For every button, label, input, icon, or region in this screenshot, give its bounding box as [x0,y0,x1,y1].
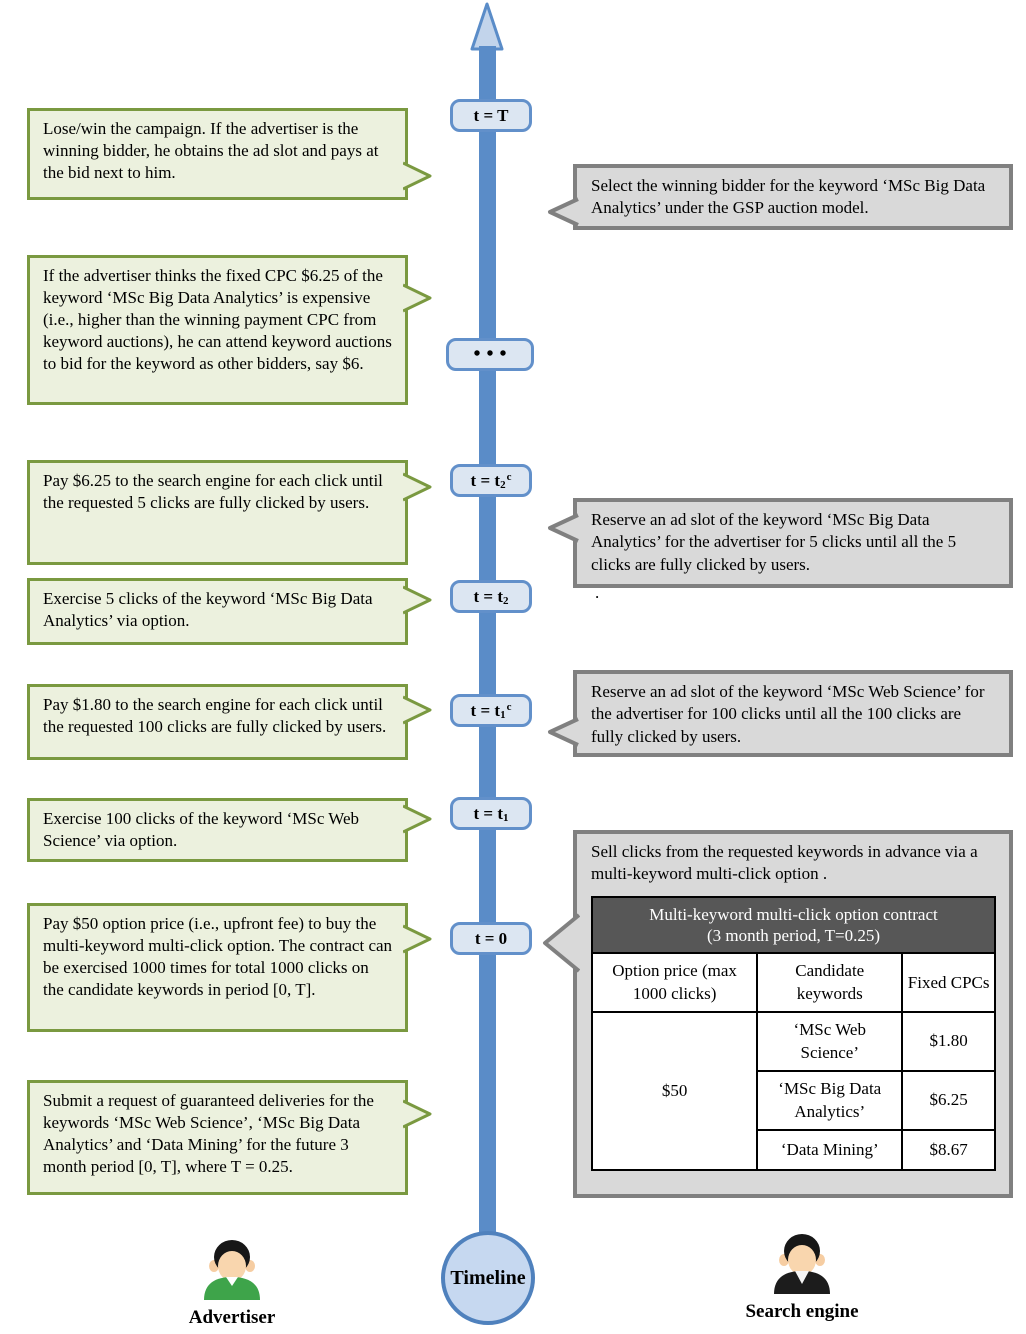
table-row [592,1012,995,1071]
cpc-cell: $6.25 [902,1071,995,1130]
timeline-node-t2: t = t 2 [450,580,532,613]
keyword-cell: ‘MSc Big Data Analytics’ [757,1071,902,1130]
callout-tail-right-icon [403,924,433,954]
search-engine-person-icon [771,1230,833,1294]
contract-table [591,896,996,1172]
contract-table-title [592,897,995,954]
callout-text: If the advertiser thinks the fixed CPC $6.25 of the keyword ‘MSc Big Data Analytics’ is expensive (i.e., higher than the winning payment CPC from keyword auctions), he can attend keyword auctions to bid for the keyword as other bidders, say $6. [43,266,392,374]
timeline-node-ellipsis [446,338,534,371]
timeline-arrowhead [461,2,514,52]
advertiser-person-icon [201,1236,263,1300]
callout-text: Exercise 5 clicks of the keyword ‘MSc Big Data Analytics’ via option. [43,589,373,631]
callout-text: Pay $1.80 to the search engine for each click until the requested 100 clicks are fully clicked by users. [43,695,387,737]
callout-tail-right-icon [403,472,433,502]
callout-text: Select the winning bidder for the keyword ‘MSc Big Data Analytics’ under the GSP auction model. [591,176,986,218]
timeline-circle-label: Timeline [450,1266,526,1289]
callout-text: Reserve an ad slot of the keyword ‘MSc Big Data Analytics’ for the advertiser for 5 clicks until all the 5 clicks are fully clicked by users. [591,510,957,574]
timeline-node-t1: t = t 1 [450,797,532,830]
contract-table-header-row [592,953,995,1012]
contract-table-title-line1: Multi-keyword multi-click option contract [649,904,938,924]
callout-text: Lose/win the campaign. If the advertiser is the winning bidder, he obtains the ad slot and pays at the bid next to him. [43,119,379,183]
callout-tail-left-icon [540,912,580,974]
search-engine-label: Search engine [745,1301,859,1322]
advertiser-callout-pay-625 [27,460,408,565]
callout-text: Exercise 100 clicks of the keyword ‘MSc Web Science’ via option. [43,809,360,851]
node-label: t = t [473,803,503,823]
callout-tail-left-icon [547,716,579,748]
column-header-candidate-keywords: Candidate keywords [757,953,902,1012]
search-engine-callout-reserve-100-clicks [573,670,1013,757]
timeline-circle [441,1231,535,1325]
callout-tail-right-icon [403,695,433,725]
keyword-cell: ‘Data Mining’ [757,1130,902,1170]
callout-text: Pay $6.25 to the search engine for each click until the requested 5 clicks are fully clicked by users. [43,471,383,513]
timeline-node-t2c: t = t 2 c [450,464,532,497]
advertiser-callout-lose-win [27,108,408,200]
search-engine-actor [740,1230,864,1323]
advertiser-callout-submit-request [27,1080,408,1195]
contract-table-title-row [592,897,995,954]
timeline-axis [479,46,496,1238]
cpc-cell: $1.80 [902,1012,995,1071]
advertiser-callout-pay-180 [27,684,408,760]
callout-tail-right-icon [403,804,433,834]
timeline-node-t1c: t = t 1 c [450,694,532,727]
advertiser-callout-pay-50-option [27,903,408,1032]
node-label: t = t [470,470,501,490]
search-engine-callout-reserve-5-clicks [573,498,1013,588]
timeline-node-t-T [450,99,532,132]
ellipsis-icon: ••• [473,343,513,365]
callout-text: Reserve an ad slot of the keyword ‘MSc Web Science’ for the advertiser for 100 clicks until all the 100 clicks are fully clicked by users. [591,682,985,746]
callout-tail-right-icon [403,161,433,191]
callout-tail-right-icon [403,1099,433,1129]
node-label: t = T [473,105,509,125]
option-price-cell: $50 [592,1012,757,1170]
keyword-cell: ‘MSc Web Science’ [757,1012,902,1071]
callout-tail-right-icon [403,585,433,615]
advertiser-callout-attend-auctions [27,255,408,405]
callout-text: Sell clicks from the requested keywords in advance via a multi-keyword multi-click option . [591,842,978,884]
node-label: t = t [473,586,503,606]
search-engine-callout-sell-clicks [573,830,1013,1198]
advertiser-callout-exercise-100-clicks [27,798,408,862]
advertiser-callout-exercise-5-clicks [27,578,408,645]
contract-table-title-line2: (3 month period, T=0.25) [706,926,881,946]
callout-text: Submit a request of guaranteed deliveries for the keywords ‘MSc Web Science’, ‘MSc Big Data Analytics’ and ‘Data Mining’ for the future 3 month period [0, T], where T = 0.25. [43,1091,374,1177]
advertiser-label: Advertiser [188,1307,276,1328]
timeline-node-t0 [450,922,532,955]
callout-tail-left-icon [547,196,579,228]
cpc-cell: $8.67 [902,1130,995,1170]
callout-tail-left-icon [547,512,579,544]
node-label: t = t [470,700,501,720]
callout-tail-right-icon [403,283,433,313]
column-header-option-price: Option price (max 1000 clicks) [592,953,757,1012]
search-engine-callout-select-winner [573,164,1013,230]
column-header-fixed-cpcs: Fixed CPCs [902,953,995,1012]
stray-period-mark: . [595,583,600,602]
callout-text: Pay $50 option price (i.e., upfront fee) to buy the multi-keyword multi-click option. The contract can be exercised 1000 times for total 1000 clicks on the candidate keywords in period [0, T]. [43,914,393,1000]
advertiser-actor [170,1236,294,1329]
node-label: t = 0 [474,928,508,948]
